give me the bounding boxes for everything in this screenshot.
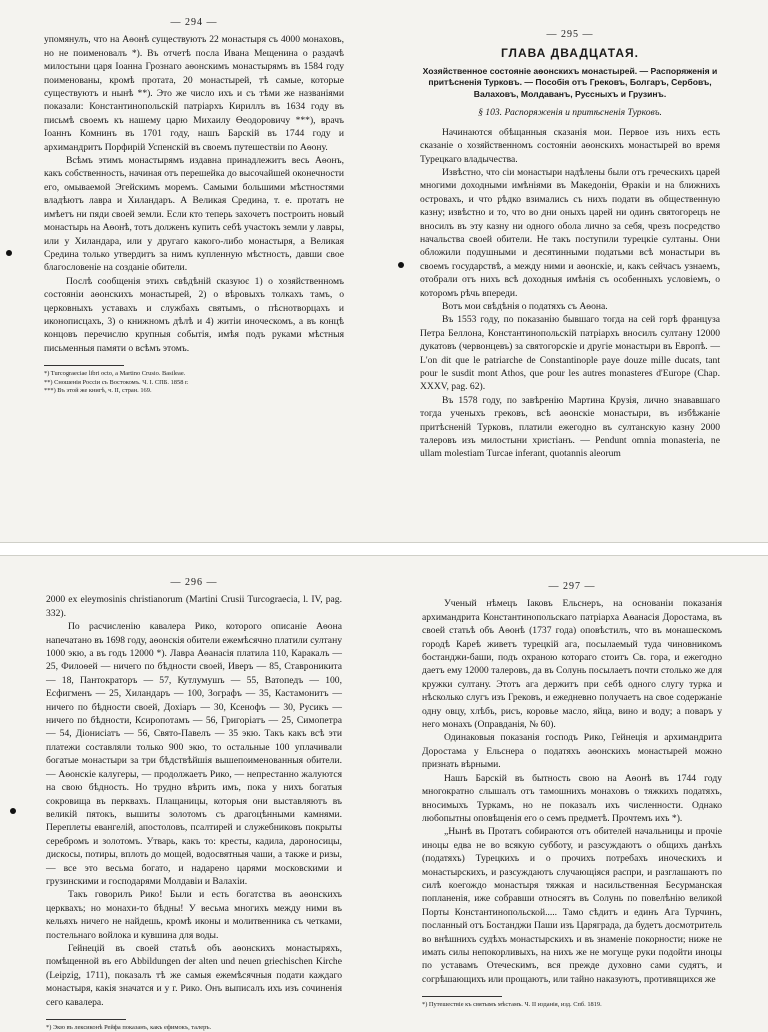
paragraph: Такъ говорилъ Рико! Были и есть богатства въ аѳонскихъ церквахъ; но монахи-то бѣдны! У весьма многихъ между ними въ кельяхъ ничего не найдешь, кромѣ иконы и молитвенника съ четками, постельнаго войлока и кувшина для воды. (46, 889, 342, 941)
footnote: *) Путешествіе къ святымъ мѣстамъ. Ч. II изданія, изд. Спб. 1819. (422, 1001, 602, 1009)
footnote-rule (46, 1019, 126, 1020)
binding-hole-icon (6, 250, 12, 256)
paragraph: Одинаковыя показанія господъ Рико, Гейнеція и архимандрита Доростама у Ельснера о податяхъ аѳонскихъ монастырей можно признать вѣрными. (422, 732, 722, 771)
section-heading: § 103. Распоряженія и притѣсненія Турковъ. (478, 107, 662, 119)
footnote: *) Экю въ лексиконѣ Рейфа показанъ, какъ ефимокъ, талеръ. (46, 1024, 212, 1031)
footnote: *) Turcograeciae libri octo, a Martino Crusio. Basileae. (44, 370, 186, 378)
page-number: — 295 — (546, 29, 594, 40)
page-295 (420, 28, 720, 498)
page-294 (44, 16, 344, 496)
paragraph: 2000 ex eleymosinis christianorum (Martini Crusii Turcograecia, l. IV, pag. 332). (46, 594, 342, 619)
paragraph: Въ 1553 году, по показанію бывшаго тогда на сей горѣ француза Петра Беллона, Константинопольскій патріархъ вносилъ султану 12000 дукатовъ (червонцевъ) за святогорскіе и другіе монастыри въ Европѣ. — L'on dit que le patriarche de Constantinople paye douze mille ducats, tant pour le susdit mont Athos, que pour les autres monasteres d'Europe (Chap. XXXV, pag. 62). (420, 314, 720, 393)
binding-hole-icon (398, 262, 404, 268)
paragraph: Всѣмъ этимъ монастырямъ издавна принадлежитъ весь Аѳонъ, какъ собственность, начиная отъ перешейка до высочайшей оконечности его, омываемой Эгейскимъ моремъ. Самыми большими мѣстностями владѣютъ лавра и Хиландаръ. А Великая Средина, т. е. протатъ не имѣетъ ни пяди своей земли. Если кто теперь захочетъ построить новый монастырь на Аѳонѣ, тотъ долженъ купить себѣ участокъ земли у лавры, или у Хиландара, или у другаго какого-либо монастыря, а Великая Средина только утвердитъ за нимъ купленную мѣстность, давши свое благословеніе на созданіе обители. (44, 155, 344, 274)
page-296 (46, 576, 342, 1031)
page-297 (422, 580, 722, 1016)
chapter-title: ГЛАВА ДВАДЦАТАЯ. (501, 46, 639, 61)
chapter-summary: Хозяйственное состояніе аѳонскихъ монастырей. — Распоряженія и притѣсненія Турковъ. — Пособія отъ Грековъ, Болгаръ, Сербовъ, Валаховъ, Молдаванъ, Руссныхъ и Грузинъ. (422, 65, 718, 99)
paragraph: упомянулъ, что на Аѳонѣ существуютъ 22 монастыря съ 4000 монаховъ, но не поименовалъ *). Въ отчетѣ посла Ивана Мещенина о раздачѣ милостыни царя Іоанна Грознаго аѳонскимъ монастырямъ въ 1584 году поименованы, кромѣ протата, 20 монастырей, тѣ самые, которые существуютъ и нынѣ **). Это же число ихъ и съ тѣми же названіями показали: Константинопольскій патріархъ Кириллъ въ 1634 году въ письмѣ своемъ къ нашему царю Михаилу Ѳеодоровичу ***), врачъ Іоаннъ Комнинъ въ 1701 году, нашъ Барскій въ 1744 году и архимандритъ Порфирій Успенскій въ своемъ путешествіи по Аѳону. (44, 34, 344, 153)
paragraph: Извѣстно, что сіи монастыри надѣлены были отъ греческихъ царей многими доходными имѣніями въ Македоніи, Ѳракіи и на ближнихъ островахъ, и что рѣдко взимались съ нихъ подати въ общественную казну; извѣстно и то, что во дни оныхъ царей ни одинъ святогорецъ не вносилъ въ эту казну ни одного обола лично за себя, чрезъ посредство начальства своей обители. Не такъ поступили турецкіе султаны. Они обложили подушными и десятинными податьми всѣ монастыри въ своемъ государствѣ, а между ними и аѳонскіе, и, какъ сейчасъ узнаемъ, отобрали отъ нихъ всѣ доходныя имѣнія съ особенныхъ условіемъ, о которомъ рѣчь впереди. (420, 166, 720, 299)
page-number: — 297 — (548, 581, 596, 592)
footnote: **) Сношенія Россіи съ Востокомъ. Ч. I. СПБ. 1858 г. (44, 378, 189, 386)
page-divider (0, 542, 768, 556)
paragraph: „Нынѣ въ Протатъ собираются отъ обителей начальницы и прочіе иноцы едва не во всякую субботу, и разсуждаютъ о общихъ данѣхъ (податяхъ) Турецкихъ и о прочихъ потребахъ иноческихъ и монастырскихъ, и разсуждаютъ случающіяся распри, и разглашаютъ по силѣ коегождо монастыря тяжкая и насильственная Бесурманская попланенія, иже собравши относятъ въ Солунь по повелѣнію великой Порты Константинопольской..... Тамо сѣдитъ и единъ Ага Турчинъ, посланный отъ Бостанджи Паши изъ Царяграда, да будетъ досмотритель во внѣшнихъ судѣхъ монастырскихъ и въ знаменіе покорности; ниже не имать силы непокорливыхъ, на нихъ же не могуще руки подойти иноцы по уставамъ Отеческимъ, вся прежде духовно сами судятъ, и согрѣшающихъ или прощаютъ, или тайно наказуютъ, противящихся же (422, 826, 722, 985)
paragraph: Гейнецій въ своей статьѣ объ аѳонскихъ монастыряхъ, помѣщенной въ его Abbildungen der alten und neuen griechischen Kirche (Leipzig, 1711), показалъ тѣ же самыя ежемѣсячныя подати каждаго монастыря, какія значатся и у г. Рико. Онъ выписалъ ихъ изъ сочиненія сего кавалера. (46, 942, 342, 1008)
paragraph: Въ 1578 году, по завѣренію Мартина Крузія, лично знававшаго тогда ученыхъ грековъ, всѣ аѳонскіе монастыри, въ избѣжаніе притѣсненій Турковъ, платили ежегодно въ султанскую казну 2000 талеровъ изъ милостыни христіанъ. — Pendunt omnia monasteria, ne ullam molestiam Turcae inferant, quotannis aleorum (420, 394, 720, 460)
paragraph: По расчисленію кавалера Рико, которого описаніе Аѳона напечатано въ 1698 году, аѳонскія обители ежемѣсячно платили султану 1000 экю, а въ годъ 12000 *). Лавра Аѳанасія платила 110, Каракалъ — 25, Филоѳей — ничего по бѣдности своей, Иверъ — 85, Ставроникита — 18, Пантократоръ — 57, Кутлумушъ — 55, Ватопедъ — 100, Есфигменъ — 25, Хиландаръ — 100, Зографъ — 35, Кастамонитъ — ничего по бѣдности своей, Дохіаръ — 30, Ксенофъ — 30, Русикъ — ничего по бѣдности, Ксиропотамъ — 56, Григоріатъ — 25, Симопетра — 54, Діонисіатъ — 56, Свято-Павелъ — 35 экю. Такъ какъ всѣ эти платежи составляли только 900 экю, то остальные 100 уплачивали богатые монастыри за три бѣдствѣйшія вышепоименованныя обители. — Аѳонскіе калугеры, — продолжаетъ Рико, — непрестанно жалуются на свою бѣдность. Но трудно вѣрить имъ, пока у нихъ богатыя сокровища въ перквахъ. Плащаницы, которыя они выставляютъ въ великій пятокъ, вышиты золотомъ съ драгоцѣнными камнями. Переплеты евангелій, апостоловъ, псалтирей и служебниковъ покрыты серебромъ и золотомъ. Утварь, какъ то: кресты, кадила, дароносицы, дискосы, потиры, вплоть до мощей, водосвятныя чаши, а также и ризы, — все это весьма богато, и надарено царями московскими и грузинскими и господарями Молдавіи и Валахіи. (46, 621, 342, 887)
paragraph: Вотъ мои свѣдѣнія о податяхъ съ Аѳона. (442, 301, 608, 312)
page-number: — 296 — (170, 577, 218, 588)
binding-hole-icon (10, 808, 16, 814)
footnote-rule (422, 996, 502, 997)
page-number: — 294 — (170, 17, 218, 28)
paragraph: Начинаются обѣщанныя сказанія мои. Первое изъ нихъ есть сказаніе о хозяйственномъ состояніи аѳонскихъ монастырей во время Турецкаго владычества. (420, 126, 720, 165)
paragraph: Послѣ сообщенія этихъ свѣдѣній сказуює 1) о хозяйственномъ состояніи аѳонскихъ монастырей, 2) о вѣровыхъ толкахъ тамъ, о церковныхъ уставахъ и службахъ святымъ, о пѣснотворцахъ и иконописцахъ, 3) о книжномъ дѣлѣ и 4) житіи иноческомъ, а въ концѣ концовъ перечислю крупныя событія, имѣя подъ руками мѣстныя письменныя памяти о всѣмъ этомъ. (44, 275, 344, 354)
footnote: ***) Въ этой же книгѣ, ч. II, стран. 169. (44, 386, 152, 394)
paragraph: Нашъ Барскій въ бытность свою на Аѳонѣ въ 1744 году многократно слышалъ отъ тамошнихъ монаховъ о тяжкихъ податяхъ, вносимыхъ Туркамъ, но не показалъ ихъ численности. Однако любопытны оповѣщенія его о семъ предметѣ. Прочтемъ ихъ *). (422, 772, 722, 824)
footnote-rule (44, 365, 124, 366)
paragraph: Ученый нѣмецъ Іаковъ Ельснеръ, на основаніи показанія архимандрита Константинопольскаго патріарха Аѳанасія Доростама, въ своей статьѣ объ Аѳонѣ (1737 года) оповѣстилъ, что въ монашескомъ городѣ Кареѣ живетъ турецкій ага, посылаемый туда чиновникомъ бостанджи-баши, подъ охраною котораго стоитъ Св. гора, и ежегодно даетъ ему 12000 талеровъ, да въ Солунь посылаетъ почти столько же для кружки султану. Этотъ ага держитъ при себѣ одного слугу турка и нѣсколько слугъ изъ Грековъ, и ежедневно получаетъ на свое содержаніе одну овцу, хлѣбъ, рисъ, коровье масло, яйца, вино и воду; а поваръ у него монахъ (Оправданія, № 60). (422, 598, 722, 731)
